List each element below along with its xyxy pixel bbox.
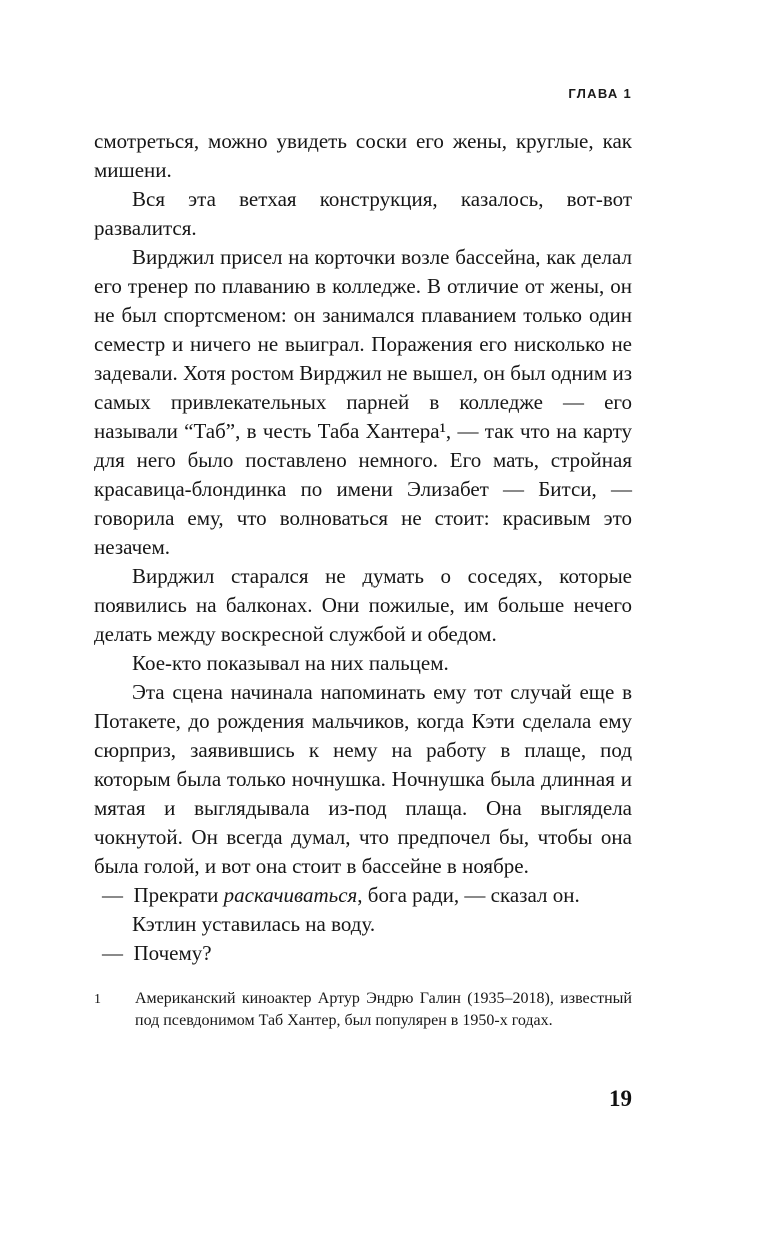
- paragraph: Кое-кто показывал на них пальцем.: [132, 651, 449, 675]
- dialogue-paragraph: [94, 881, 632, 910]
- running-header: ГЛАВА 1: [568, 86, 632, 101]
- footnote: [94, 988, 632, 1031]
- emphasized-word: раскачиваться: [223, 883, 358, 907]
- dialogue-paragraph: — Почему?: [102, 941, 212, 965]
- paragraph: Вся эта ветхая конструкция, казалось, вот-вот развалится.: [94, 187, 632, 240]
- page-number: 19: [609, 1086, 632, 1111]
- paragraph: Вирджил старался не думать о соседях, которые появились на балконах. Они пожилые, им больше нечего делать между воскресной службой и обедом.: [94, 564, 632, 646]
- footnote-text: Американский киноактер Артур Эндрю Галин (1935–2018), известный под псевдонимом Таб Хантер, был популярен в 1950-х годах.: [135, 990, 632, 1029]
- dialogue-text: , бога ради, — сказал он.: [357, 883, 580, 907]
- body-text: [94, 127, 632, 1031]
- paragraph: смотреться, можно увидеть соски его жены, круглые, как мишени.: [94, 129, 632, 182]
- paragraph: Эта сцена начинала напоминать ему тот случай еще в Потакете, до рождения мальчиков, когда Кэти сделала ему сюрприз, заявившись к нему на работу в плаще, под которым была только ночнушка. Ночнушка была длинная и мятая и выглядывала из-под плаща. Она выглядела чокнутой. Он всегда думал, что предпочел бы, чтобы она была голой, и вот она стоит в бассейне в ноябре.: [94, 680, 632, 878]
- paragraph: Кэтлин уставилась на воду.: [132, 912, 376, 936]
- dialogue-text: — Прекрати: [102, 883, 224, 907]
- footnote-marker: 1: [94, 992, 101, 1007]
- paragraph: Вирджил присел на корточки возле бассейна, как делал его тренер по плаванию в колледже. В отличие от жены, он не был спортсменом: он занимался плаванием только один семестр и ничего не выиграл. Поражения его нисколько не задевали. Хотя ростом Вирджил не вышел, он был одним из самых привлекательных парней в колледже — его называли “Таб”, в честь Таба Хантера¹, — так что на карту для него было поставлено немного. Его мать, стройная красавица-блондинка по имени Элизабет — Битси, — говорила ему, что волноваться не стоит: красивым это незачем.: [94, 245, 632, 559]
